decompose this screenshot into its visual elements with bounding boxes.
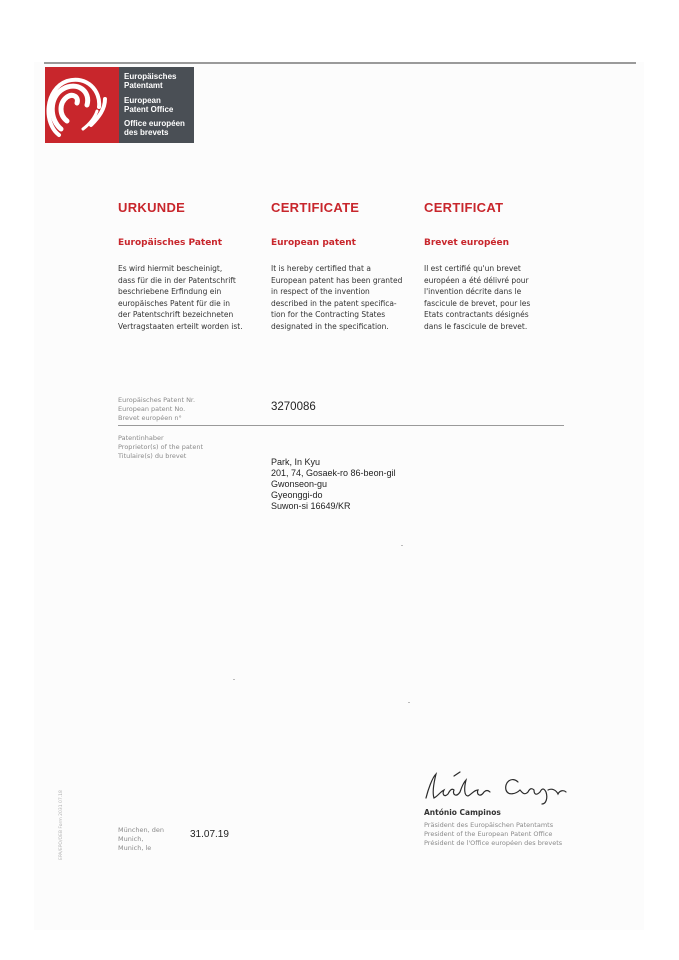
scan-speck	[408, 702, 410, 703]
patent-number-value: 3270086	[271, 401, 316, 413]
logo-name-de: Europäisches Patentamt	[124, 72, 177, 90]
issue-date: 31.07.19	[190, 829, 229, 840]
logo-name-en: European Patent Office	[124, 96, 174, 114]
scan-speck	[401, 545, 403, 546]
president-name: António Campinos	[424, 808, 501, 817]
body-de: Es wird hiermit bescheinigt, dass für die in der Patentschrift beschriebene Erfindung ein europäisches Patent für die in der Patentschrift bezeichneten Vertragstaaten erteilt worden ist.	[118, 264, 243, 331]
body-fr: Il est certifié qu'un brevet européen a été délivré pour l'invention décrite dans le fascicule de brevet, pour les Etats contractants désignés dans le fascicule de brevet.	[424, 264, 531, 331]
epo-logo-mark	[45, 67, 119, 143]
subtitle-en: European patent	[271, 238, 356, 248]
scan-speck	[233, 679, 235, 680]
place-date-label: München, den Munich, Munich, le	[118, 826, 165, 852]
title-en: CERTIFICATE	[271, 200, 360, 215]
proprietor-address: Park, In Kyu 201, 74, Gosaek-ro 86-beon-gil Gwonseon-gu Gyeonggi-do Suwon-si 16649/KR	[271, 457, 396, 511]
president-titles: Präsident des Europäischen Patentamts President of the European Patent Office Président de l'Office européen des brevets	[424, 821, 563, 847]
form-code: EPA/EPO/OEB Form 2031 07.18	[59, 790, 64, 860]
title-de: URKUNDE	[118, 200, 186, 215]
top-border-line	[44, 62, 636, 64]
patent-number-label: Europäisches Patent Nr. European patent No. Brevet européen n°	[118, 396, 196, 422]
epo-logo-icon	[45, 67, 119, 143]
subtitle-fr: Brevet européen	[424, 238, 509, 248]
body-en: It is hereby certified that a European patent has been granted in respect of the invention described in the patent specifica- tion for the Contracting States designated in the specification.	[271, 264, 403, 331]
subtitle-de: Europäisches Patent	[118, 238, 223, 248]
logo-name-fr: Office européen des brevets	[124, 119, 185, 137]
title-fr: CERTIFICAT	[424, 200, 504, 215]
divider-line	[118, 425, 564, 426]
proprietor-label: Patentinhaber Proprietor(s) of the patent Titulaire(s) du brevet	[118, 434, 204, 460]
president-signature	[420, 768, 570, 808]
